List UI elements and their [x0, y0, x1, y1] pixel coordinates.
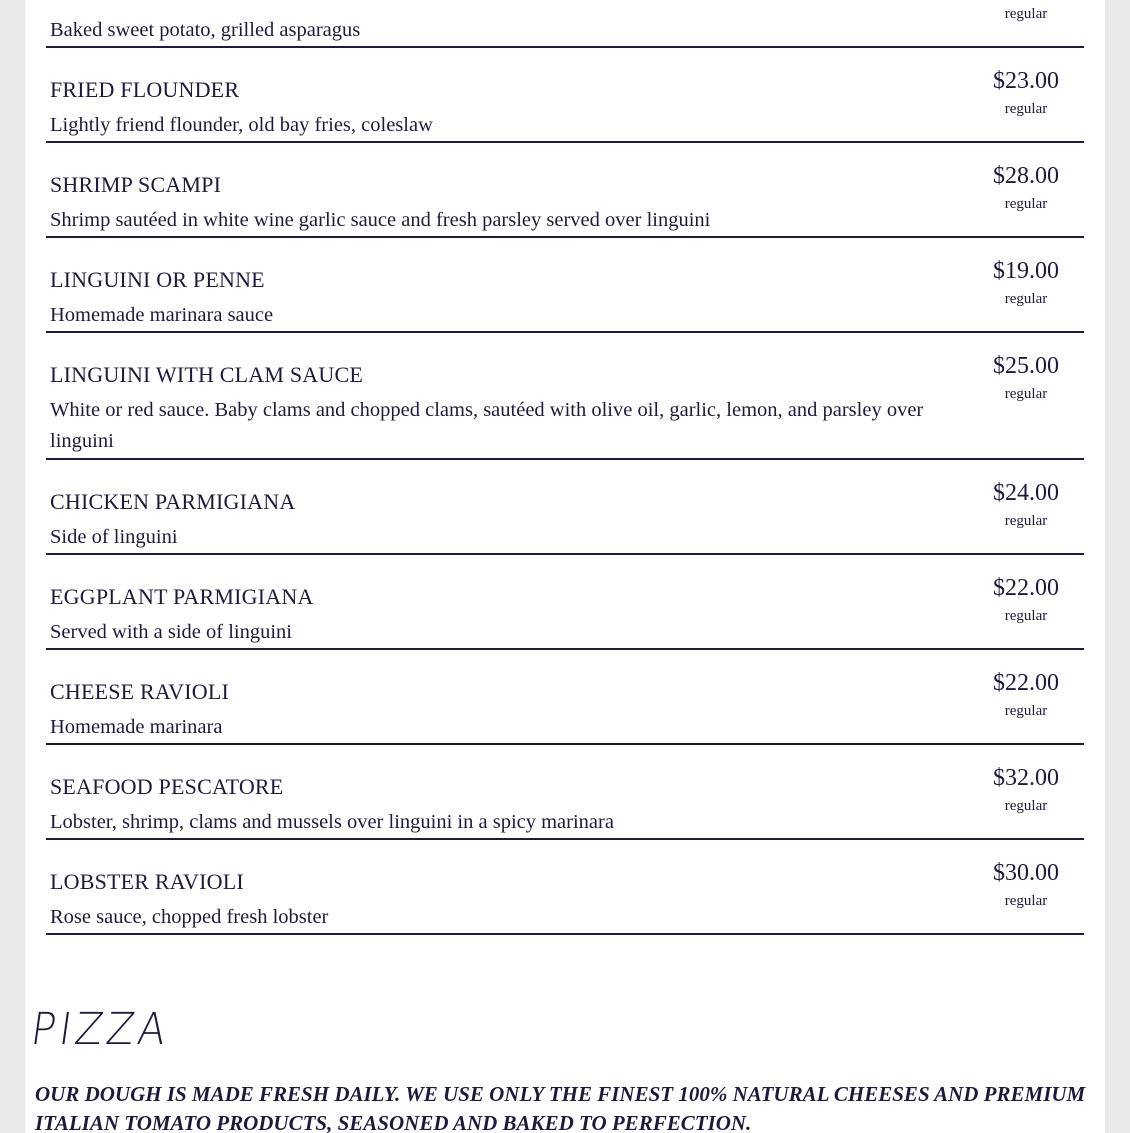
menu-item: [46, 333, 1084, 460]
item-price: $30.00: [993, 860, 1059, 886]
item-price: $24.00: [993, 480, 1059, 506]
item-price: $25.00: [993, 353, 1059, 379]
menu-item: [46, 745, 1084, 840]
menu-item: [46, 238, 1084, 333]
item-name: LINGUINI WITH CLAM SAUCE: [50, 362, 363, 387]
item-description: Rose sauce, chopped fresh lobster: [50, 906, 329, 928]
item-name: SHRIMP SCAMPI: [50, 172, 222, 197]
item-size: regular: [1004, 703, 1048, 719]
item-size: regular: [1004, 386, 1048, 402]
item-price: $22.00: [993, 670, 1059, 696]
menu-item: [46, 650, 1084, 745]
item-description: Lobster, shrimp, clams and mussels over linguini in a spicy marinara: [50, 811, 614, 833]
item-size: regular: [1004, 798, 1048, 814]
item-description: Homemade marinara sauce: [50, 304, 274, 326]
item-price: $19.00: [993, 258, 1059, 284]
item-size: regular: [1004, 513, 1048, 529]
item-description: Lightly friend flounder, old bay fries, coleslaw: [50, 114, 433, 136]
item-size: regular: [1004, 101, 1048, 117]
item-price: $23.00: [993, 68, 1059, 94]
menu-item: [46, 840, 1084, 935]
item-name: FRIED FLOUNDER: [50, 77, 240, 102]
item-name: LOBSTER RAVIOLI: [50, 869, 244, 894]
item-price: $28.00: [993, 163, 1059, 189]
item-description: Shrimp sautéed in white wine garlic sauce and fresh parsley served over linguini: [50, 209, 711, 231]
item-name: EGGPLANT PARMIGIANA: [50, 584, 314, 609]
item-name: CHICKEN PARMIGIANA: [50, 489, 296, 514]
menu-item: [46, 460, 1084, 555]
item-size: regular: [1004, 291, 1048, 307]
item-name: SEAFOOD PESCATORE: [50, 774, 284, 799]
menu-item: [46, 143, 1084, 238]
item-description: White or red sauce. Baby clams and chopped clams, sautéed with olive oil, garlic, lemon, and parsley over linguini: [50, 399, 924, 452]
pizza-section-note: OUR DOUGH IS MADE FRESH DAILY. WE USE ONLY THE FINEST 100% NATURAL CHEESES AND PREMIUM ITALIAN TOMATO PRODUCTS, SEASONED AND BAKED TO PERFECTION.: [35, 1082, 1086, 1133]
menu-item: [46, 0, 1084, 48]
menu-list: [46, 0, 1084, 935]
menu-item: [46, 555, 1084, 650]
menu-page: [25, 0, 1105, 1133]
item-size: regular: [1004, 6, 1048, 22]
item-description: Baked sweet potato, grilled asparagus: [50, 19, 361, 41]
item-size: regular: [1004, 608, 1048, 624]
item-name: CHEESE RAVIOLI: [50, 679, 230, 704]
item-description: Side of linguini: [50, 526, 178, 548]
item-size: regular: [1004, 196, 1048, 212]
item-size: regular: [1004, 893, 1048, 909]
item-price: $22.00: [993, 575, 1059, 601]
menu-item: [46, 48, 1084, 143]
item-price: $32.00: [993, 765, 1059, 791]
item-name: LINGUINI OR PENNE: [50, 267, 265, 292]
item-description: Served with a side of linguini: [50, 621, 292, 643]
pizza-section-title: PIZZA: [27, 1004, 173, 1055]
item-description: Homemade marinara: [50, 716, 223, 738]
